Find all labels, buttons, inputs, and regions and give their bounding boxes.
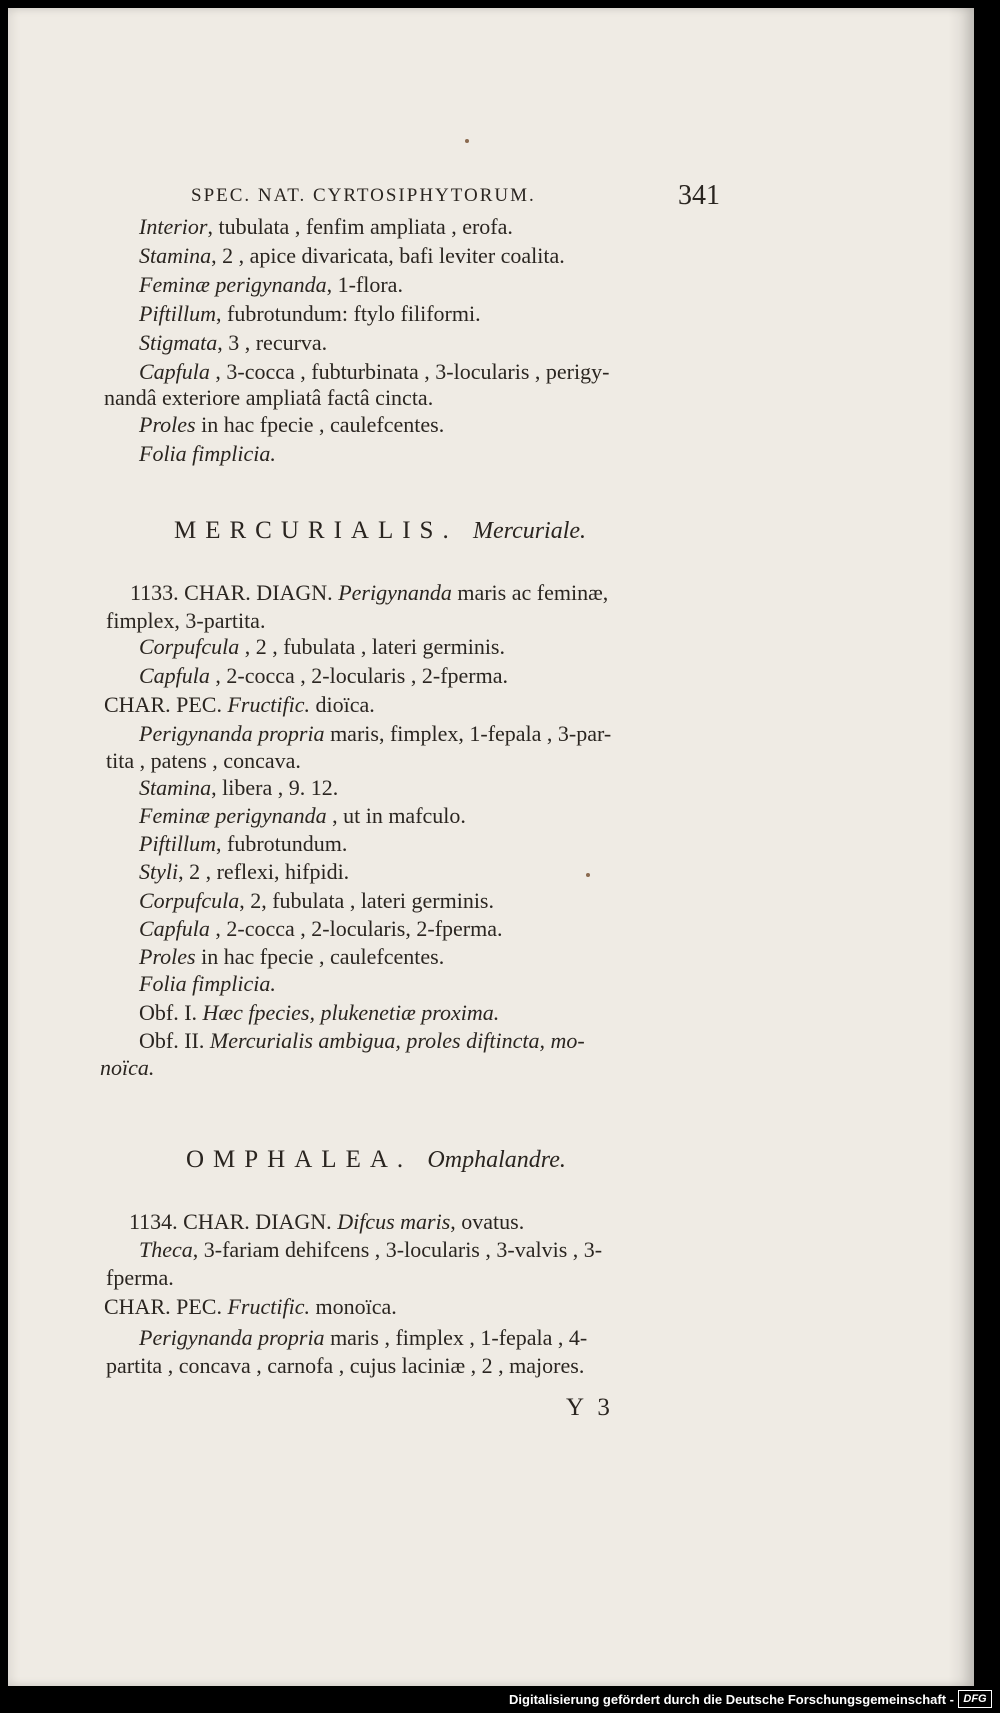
text-run: , libera , 9. 12. — [211, 775, 339, 800]
text-line — [104, 385, 433, 411]
text-run: partita , concava , carnofa , cujus laciniæ , 2 , majores. — [106, 1353, 585, 1378]
text-run: , fubrotundum. — [216, 831, 348, 856]
text-run: , 2-cocca , 2-locularis , 2-fperma. — [209, 663, 508, 688]
text-run: , 2 , reflexi, hifpidi. — [178, 859, 350, 884]
italic-term: Capfula — [139, 916, 210, 941]
italic-term: Feminæ perigynanda — [139, 272, 327, 297]
italic-term: Corpufcula — [139, 888, 240, 913]
text-run: maris , fimplex , 1-fepala , 4- — [324, 1325, 588, 1350]
ink-speck — [586, 873, 590, 877]
page-gutter-shade — [948, 8, 974, 1686]
text-run: tita , patens , concava. — [106, 748, 301, 773]
text-run: in hac fpecie , caulefcentes. — [195, 412, 445, 437]
text-line — [106, 608, 265, 634]
text-run: , 3-cocca , fubturbinata , 3-locularis , perigy- — [209, 359, 610, 384]
text-run: Obf. II. — [139, 1028, 210, 1053]
text-line — [139, 1237, 602, 1263]
section-title: OMPHALEA. — [186, 1146, 413, 1173]
italic-term: Stigmata — [139, 330, 218, 355]
page-number: 341 — [678, 180, 720, 211]
italic-term: Interior — [139, 214, 208, 239]
section-title: MERCURIALIS. — [174, 517, 458, 544]
italic-term: noïca. — [100, 1055, 155, 1080]
text-line — [139, 944, 444, 970]
text-run: , tubulata , fenfim ampliata , erofa. — [207, 214, 513, 239]
text-line — [139, 775, 338, 801]
text-line — [129, 1209, 524, 1235]
italic-term: Perigynanda — [338, 580, 452, 605]
text-line — [139, 859, 349, 885]
italic-term: Folia fimplicia. — [139, 971, 276, 996]
text-run: , ut in mafculo. — [326, 803, 466, 828]
text-line — [139, 916, 503, 942]
text-run: fimplex, 3-partita. — [106, 608, 266, 633]
italic-term: Feminæ perigynanda — [139, 803, 327, 828]
italic-term: Capfula — [139, 359, 210, 384]
text-line — [139, 359, 609, 385]
text-line — [139, 663, 508, 689]
text-run: , 3-fariam dehifcens , 3-locularis , 3-valvis , 3- — [192, 1237, 603, 1262]
text-line — [139, 1028, 585, 1054]
section-heading-mercurialis — [174, 518, 586, 544]
running-title: SPEC. NAT. CYRTOSIPHYTORUM. — [191, 185, 536, 206]
text-run: , 2, fubulata , lateri germinis. — [239, 888, 494, 913]
text-line — [139, 243, 565, 269]
text-run: , fubrotundum: ftylo filiformi. — [216, 301, 481, 326]
italic-term: Proles — [139, 944, 196, 969]
text-run: , 2 , fubulata , lateri germinis. — [239, 634, 505, 659]
italic-term: Styli — [139, 859, 179, 884]
text-line — [139, 301, 481, 327]
text-run: , 2 , apice divaricata, bafi leviter coalita. — [211, 243, 565, 268]
text-line — [139, 831, 347, 857]
italic-term: Difcus maris — [337, 1209, 451, 1234]
text-run: fperma. — [106, 1265, 174, 1290]
italic-term: Stamina — [139, 775, 212, 800]
text-line — [139, 803, 466, 829]
text-line — [139, 1000, 499, 1026]
italic-term: Capfula — [139, 663, 210, 688]
text-run: , 2-cocca , 2-locularis, 2-fperma. — [209, 916, 503, 941]
text-run: , 3 , recurva. — [217, 330, 328, 355]
italic-term: Perigynanda propria — [139, 721, 325, 746]
text-line — [104, 1294, 397, 1320]
text-line — [139, 272, 403, 298]
text-line — [139, 214, 513, 240]
text-run: , 1-flora. — [326, 272, 403, 297]
text-line — [139, 721, 611, 747]
section-subtitle: Mercuriale. — [472, 518, 587, 544]
italic-term: Perigynanda propria — [139, 1325, 325, 1350]
text-line — [106, 1353, 584, 1379]
italic-term: Theca — [139, 1237, 193, 1262]
signature-mark: Y 3 — [566, 1394, 614, 1421]
text-run: in hac fpecie , caulefcentes. — [195, 944, 445, 969]
italic-term: Hæc fpecies, plukenetiæ proxima. — [202, 1000, 500, 1025]
footer-bar — [0, 1686, 1000, 1713]
text-line — [100, 1055, 154, 1081]
section-subtitle: Omphalandre. — [427, 1147, 566, 1173]
text-line — [106, 1265, 174, 1291]
text-run: monoïca. — [309, 1294, 397, 1319]
text-run: maris ac feminæ, — [451, 580, 609, 605]
text-run: CHAR. PEC. — [104, 692, 228, 717]
italic-term: Proles — [139, 412, 196, 437]
text-run: 1133. CHAR. DIAGN. — [130, 580, 339, 605]
text-run: nandâ exteriore ampliatâ factâ cincta. — [104, 385, 434, 410]
text-line — [139, 412, 444, 438]
text-line — [139, 634, 505, 660]
italic-term: Mercurialis ambigua, proles diftincta, mo- — [209, 1028, 585, 1053]
ink-speck — [465, 139, 469, 143]
text-line — [130, 580, 608, 606]
text-run: 1134. CHAR. DIAGN. — [129, 1209, 338, 1234]
text-line — [139, 441, 276, 467]
italic-term: Folia fimplicia. — [139, 441, 276, 466]
italic-term: Fructific. — [227, 692, 310, 717]
text-line — [104, 692, 375, 718]
text-line — [139, 888, 494, 914]
text-run: Obf. I. — [139, 1000, 203, 1025]
book-page — [8, 8, 974, 1686]
text-run: dioïca. — [309, 692, 375, 717]
text-line — [139, 330, 327, 356]
text-run: , ovatus. — [450, 1209, 525, 1234]
italic-term: Piftillum — [139, 831, 216, 856]
italic-term: Corpufcula — [139, 634, 240, 659]
text-line — [106, 748, 301, 774]
italic-term: Piftillum — [139, 301, 216, 326]
text-run: maris, fimplex, 1-fepala , 3-par- — [324, 721, 612, 746]
text-line — [139, 971, 276, 997]
dfg-logo: DFG — [958, 1690, 992, 1708]
text-run: CHAR. PEC. — [104, 1294, 228, 1319]
section-heading-omphalea — [186, 1147, 566, 1173]
italic-term: Fructific. — [227, 1294, 310, 1319]
footer-credit: Digitalisierung gefördert durch die Deutsche Forschungsgemeinschaft - — [509, 1692, 954, 1707]
italic-term: Stamina — [139, 243, 212, 268]
text-line — [139, 1325, 587, 1351]
